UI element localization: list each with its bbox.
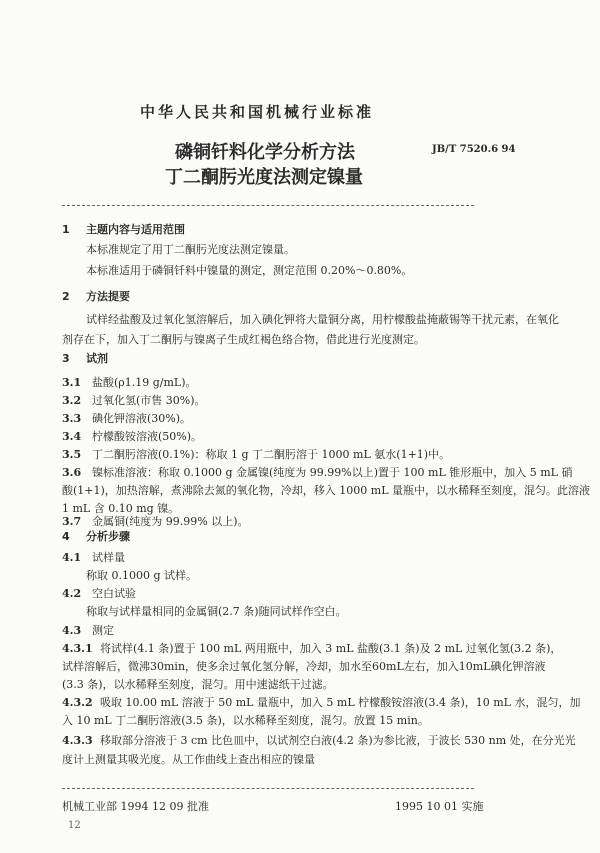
reagent-item — [62, 376, 197, 390]
paragraph: 本标准适用于磷铜钎料中镍量的测定，测定范围 0.20%～0.80%。 — [86, 264, 413, 277]
section-number: 2 — [62, 290, 70, 303]
reagent-item-cont: 1 mL 含 0.10 mg 镍。 — [62, 502, 180, 515]
section-heading — [62, 352, 108, 366]
item-number: 3.1 — [62, 376, 82, 389]
subsection-heading — [62, 624, 114, 638]
item-text: 过氧化氢(市售 30%)。 — [92, 394, 206, 407]
section-heading — [62, 530, 130, 544]
step-item — [62, 696, 580, 710]
section-heading — [62, 290, 130, 304]
item-number: 3.3 — [62, 412, 82, 425]
paragraph: 本标准规定了用丁二酮肟光度法测定镍量。 — [86, 243, 295, 256]
section-title: 分析步骤 — [86, 530, 130, 543]
reagent-item — [62, 412, 191, 426]
reagent-item — [62, 515, 249, 529]
item-text: 柠檬酸铵溶液(50%)。 — [92, 430, 203, 443]
reagent-item — [62, 394, 206, 408]
section-number: 3 — [62, 352, 70, 365]
item-number: 4.3.1 — [62, 642, 93, 655]
issuing-org: 中华人民共和国机械行业标准 — [140, 103, 375, 121]
paragraph: 称取 0.1000 g 试样。 — [86, 569, 198, 582]
doc-title-line1: 磷铜钎料化学分析方法 — [175, 142, 355, 163]
subsection-heading — [62, 587, 136, 601]
item-text: 镍标准溶液：称取 0.1000 g 金属镍(纯度为 99.99%以上)置于 100 mL 锥形瓶中，加入 5 mL 硝 — [92, 466, 573, 479]
item-number: 4.3.2 — [62, 696, 93, 709]
effective-date: 1995 10 01 实施 — [395, 800, 484, 813]
standard-code: JB/T 7520.6 94 — [432, 144, 516, 155]
reagent-item — [62, 448, 450, 462]
page-number: 12 — [68, 820, 81, 831]
item-number: 4.1 — [62, 551, 82, 564]
paragraph: 入 10 mL 丁二酮肟溶液(3.5 条)，以水稀释至刻度，混匀。放置 15 min。 — [62, 714, 429, 727]
doc-title-line2: 丁二酮肟光度法测定镍量 — [165, 167, 363, 188]
item-number: 4.3 — [62, 624, 82, 637]
section-title: 主题内容与适用范围 — [86, 223, 185, 236]
item-number: 3.7 — [62, 515, 82, 528]
item-text: 试样量 — [92, 551, 125, 564]
item-text: 金属铜(纯度为 99.99% 以上)。 — [92, 515, 249, 528]
item-number: 4.3.3 — [62, 734, 93, 747]
paragraph: 试样经盐酸及过氧化氢溶解后，加入碘化钾将大量铜分离，用柠檬酸盐掩蔽锡等干扰元素，在氧化 — [86, 313, 559, 326]
section-heading — [62, 223, 185, 237]
section-number: 4 — [62, 530, 70, 543]
step-item — [62, 734, 576, 748]
header-divider — [62, 205, 474, 206]
paragraph: 称取与试样量相同的金属铜(2.7 条)随同试样作空白。 — [86, 605, 347, 618]
section-title: 方法提要 — [86, 290, 130, 303]
item-text: 碘化钾溶液(30%)。 — [92, 412, 192, 425]
reagent-item — [62, 430, 202, 444]
reagent-item — [62, 466, 573, 480]
section-number: 1 — [62, 223, 70, 236]
paragraph: 试样溶解后，微沸30min，使多余过氧化氢分解，冷却，加水至60mL左右，加入10mL碘化钾溶液 — [62, 660, 546, 673]
item-text: 盐酸(ρ1.19 g/mL)。 — [92, 376, 197, 389]
paragraph: 剂存在下，加入丁二酮肟与镍离子生成红褐色络合物，借此进行光度测定。 — [62, 333, 425, 346]
footer-divider — [62, 788, 474, 789]
step-item — [62, 642, 561, 656]
paragraph: (3.3 条)，以水稀释至刻度，混匀。用中速滤纸干过滤。 — [62, 678, 334, 691]
item-text: 移取部分溶液于 3 cm 比色皿中，以试剂空白液(4.2 条)为参比液，于波长 530 nm 处，在分光光 — [100, 734, 576, 747]
approval-date: 机械工业部 1994 12 09 批准 — [62, 800, 209, 813]
item-text: 空白试验 — [92, 587, 136, 600]
item-number: 3.2 — [62, 394, 82, 407]
item-text: 丁二酮肟溶液(0.1%)：称取 1 g 丁二酮肟溶于 1000 mL 氨水(1+1)中。 — [92, 448, 451, 461]
item-text: 测定 — [92, 624, 114, 637]
reagent-item-cont: 酸(1+1)，加热溶解，煮沸除去氮的氧化物，冷却，移入 1000 mL 量瓶中，以水稀释至刻度，混匀。此溶液 — [62, 484, 591, 497]
item-number: 4.2 — [62, 587, 82, 600]
section-title: 试剂 — [86, 352, 108, 365]
paragraph: 度计上测量其吸光度。从工作曲线上查出相应的镍量 — [62, 753, 315, 766]
item-text: 将试样(4.1 条)置于 100 mL 两用瓶中，加入 3 mL 盐酸(3.1 条)及 2 mL 过氧化氢(3.2 条)， — [100, 642, 562, 655]
item-number: 3.4 — [62, 430, 82, 443]
item-number: 3.5 — [62, 448, 82, 461]
subsection-heading — [62, 551, 125, 565]
item-number: 3.6 — [62, 466, 82, 479]
item-text: 吸取 10.00 mL 溶液于 50 mL 量瓶中，加入 5 mL 柠檬酸铵溶液(3.4 条)，10 mL 水，混匀，加 — [100, 696, 581, 709]
